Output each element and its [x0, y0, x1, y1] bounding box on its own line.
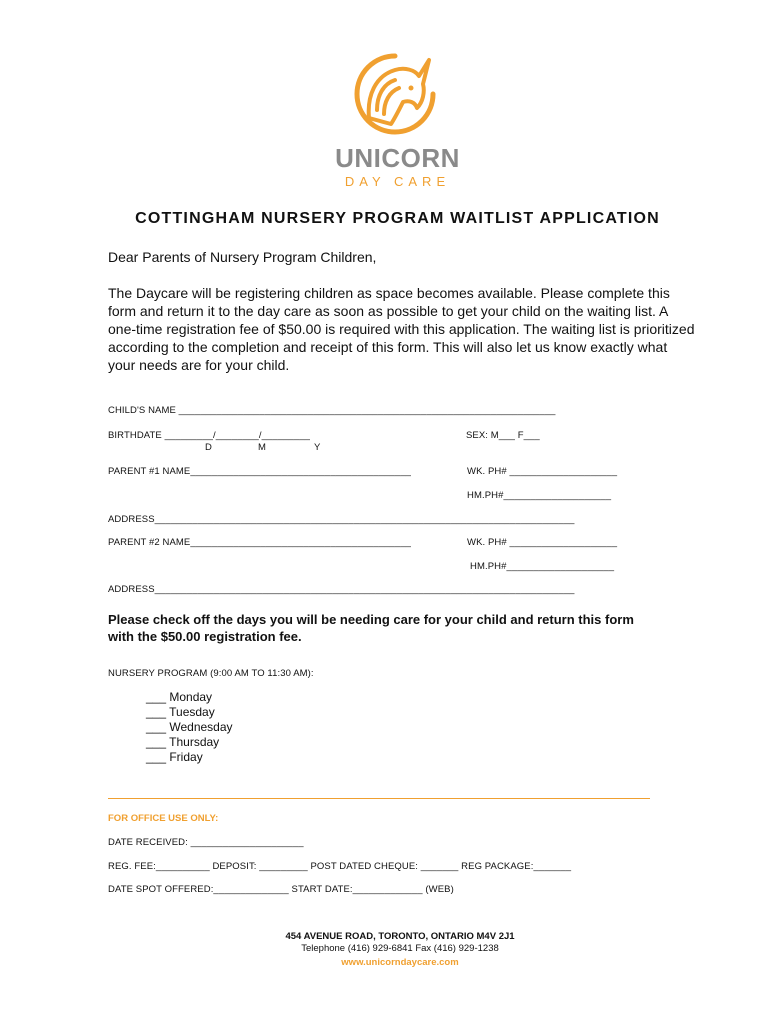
birthdate-day-label: D	[205, 442, 212, 453]
childs-name-field[interactable]: CHILD'S NAME ______________________________________________________________________	[108, 405, 556, 416]
parent2-home-phone-field[interactable]: HM.PH#____________________	[470, 561, 615, 572]
footer-address: 454 AVENUE ROAD, TORONTO, ONTARIO M4V 2J1	[285, 931, 515, 942]
birthdate-field[interactable]: BIRTHDATE _________/________/_________	[108, 430, 311, 441]
footer-phones: Telephone (416) 929-6841 Fax (416) 929-1238	[301, 943, 499, 954]
fees-row[interactable]: REG. FEE:__________ DEPOSIT: _________ POST DATED CHEQUE: _______ REG PACKAGE:_______	[108, 861, 572, 872]
footer-website-link[interactable]: www.unicorndaycare.com	[341, 957, 459, 968]
day-monday[interactable]: ___ Monday	[146, 690, 213, 704]
day-friday[interactable]: ___ Friday	[146, 750, 203, 764]
intro-paragraph: The Daycare will be registering children as space becomes available. Please complete this form and return it to the day care as soon as possible to get your child on the waiting list. A one-time registration fee of $50.00 is required with this application. The waiting list is prioritized according to the completion and receipt of this form. This will also let us know exactly what your needs are for your child.	[108, 285, 695, 373]
birthdate-month-label: M	[258, 442, 267, 453]
office-use-title: FOR OFFICE USE ONLY:	[108, 813, 219, 824]
days-list	[146, 690, 233, 765]
parent2-name-field[interactable]: PARENT #2 NAME_________________________________________	[108, 537, 412, 548]
day-tuesday[interactable]: ___ Tuesday	[146, 705, 215, 719]
brand-subtitle: DAY CARE	[344, 174, 451, 189]
check-days-note: Please check off the days you will be needing care for your child and return this form with the $50.00 registration fee.	[108, 612, 634, 644]
address2-field[interactable]: ADDRESS______________________________________________________________________________	[108, 584, 575, 595]
date-received-field[interactable]: DATE RECEIVED: _____________________	[108, 837, 304, 848]
birthdate-year-label: Y	[314, 442, 321, 453]
sex-field[interactable]: SEX: M___ F___	[466, 430, 540, 441]
greeting: Dear Parents of Nursery Program Children,	[108, 249, 377, 265]
day-thursday[interactable]: ___ Thursday	[146, 735, 220, 749]
brand-name: UNICORN	[335, 143, 460, 173]
parent1-home-phone-field[interactable]: HM.PH#____________________	[467, 490, 612, 501]
page-title: COTTINGHAM NURSERY PROGRAM WAITLIST APPLICATION	[135, 210, 660, 227]
day-wednesday[interactable]: ___ Wednesday	[146, 720, 233, 734]
address1-field[interactable]: ADDRESS______________________________________________________________________________	[108, 514, 575, 525]
parent1-name-field[interactable]: PARENT #1 NAME_________________________________________	[108, 466, 412, 477]
divider	[108, 798, 650, 799]
program-label: NURSERY PROGRAM (9:00 AM TO 11:30 AM):	[108, 668, 314, 679]
unicorn-head-icon	[353, 52, 437, 136]
parent1-work-phone-field[interactable]: WK. PH# ____________________	[467, 466, 618, 477]
date-spot-offered-row[interactable]: DATE SPOT OFFERED:______________ START DATE:_____________ (WEB)	[108, 884, 454, 895]
parent2-work-phone-field[interactable]: WK. PH# ____________________	[467, 537, 618, 548]
